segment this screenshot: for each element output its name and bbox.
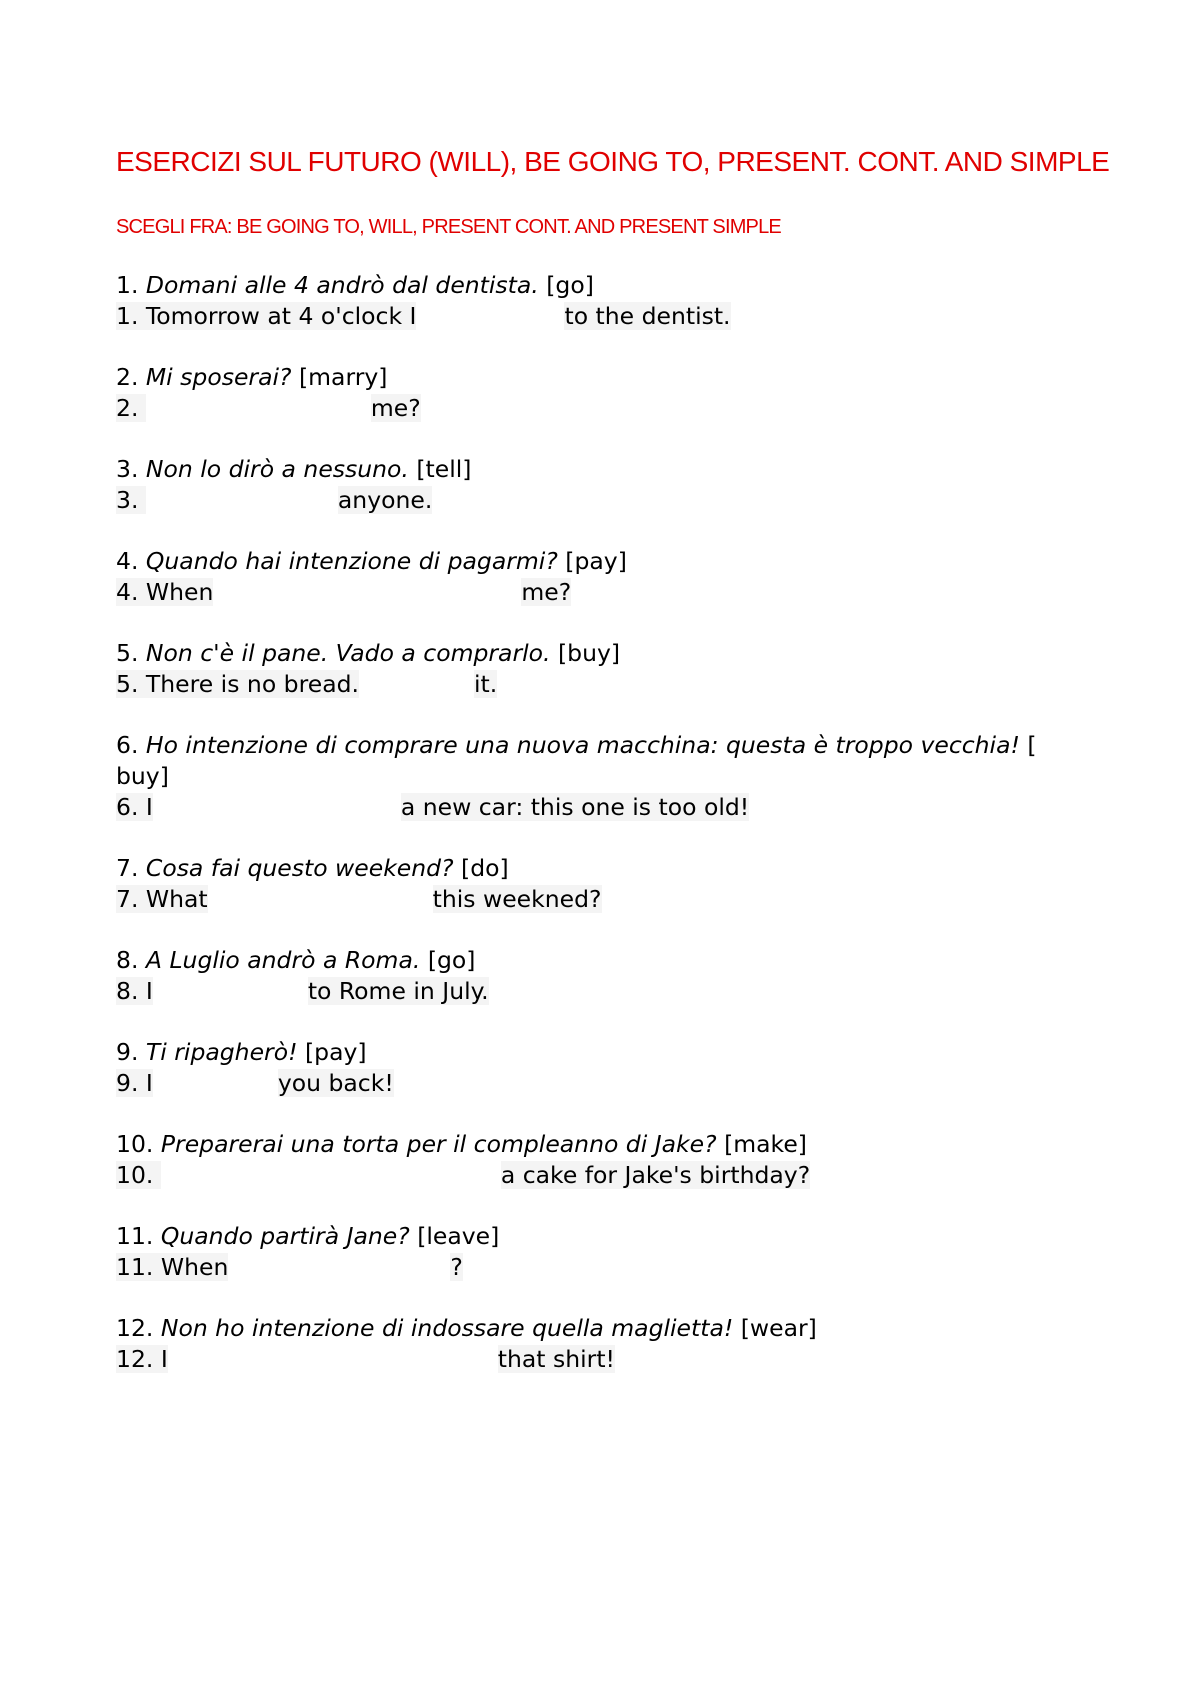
answer-text-after: you back! — [277, 1069, 394, 1097]
exercise-answer-line — [116, 976, 1076, 1007]
exercise-answer-line — [116, 577, 1076, 608]
exercise-number: 12. — [116, 1314, 154, 1342]
answer-number: 4. — [116, 578, 139, 606]
exercise-number: 11. — [116, 1222, 154, 1250]
answer-number: 10. — [116, 1161, 154, 1189]
answer-text-after: me? — [521, 578, 572, 606]
exercise-prompt-line — [116, 270, 1076, 301]
exercise-answer-line — [116, 792, 1076, 823]
exercise-prompt-line — [116, 362, 1076, 393]
exercise-item — [116, 362, 1076, 424]
exercise-prompt: Quando hai intenzione di pagarmi? — [145, 547, 558, 575]
answer-number: 12. — [116, 1345, 154, 1373]
answer-number: 5. — [116, 670, 139, 698]
answer-text-before: Tomorrow at 4 o'clock I — [145, 302, 417, 330]
exercise-number: 2. — [116, 363, 139, 391]
exercise-item — [116, 270, 1076, 332]
exercise-item — [116, 853, 1076, 915]
exercise-item — [116, 1221, 1076, 1283]
answer-blank[interactable] — [146, 487, 338, 514]
exercise-item — [116, 1037, 1076, 1099]
document-title: ESERCIZI SUL FUTURO (WILL), BE GOING TO, PRESENT. CONT. AND SIMPLE — [116, 146, 1110, 177]
answer-blank[interactable] — [161, 1162, 501, 1189]
answer-text-before: I — [145, 793, 153, 821]
answer-text-after: a new car: this one is too old! — [400, 793, 750, 821]
exercise-prompt-line — [116, 638, 1076, 669]
answer-blank[interactable] — [359, 671, 474, 698]
exercise-prompt: Cosa fai questo weekend? — [145, 854, 454, 882]
exercise-number: 5. — [116, 639, 139, 667]
exercise-answer-line — [116, 1252, 1076, 1283]
answer-blank[interactable] — [213, 579, 521, 606]
answer-blank[interactable] — [416, 303, 564, 330]
answer-blank[interactable] — [153, 978, 308, 1005]
exercise-answer-line — [116, 1160, 1076, 1191]
exercise-item — [116, 638, 1076, 700]
answer-number: 8. — [116, 977, 139, 1005]
exercise-answer-line — [116, 1068, 1076, 1099]
answer-text-before: I — [160, 1345, 168, 1373]
exercise-verb: [ buy] — [116, 731, 1037, 790]
exercise-prompt: Domani alle 4 andrò dal dentista. — [145, 271, 539, 299]
answer-text-before: When — [160, 1253, 229, 1281]
exercise-prompt: Non ho intenzione di indossare quella maglietta! — [160, 1314, 734, 1342]
exercise-prompt: Non c'è il pane. Vado a comprarlo. — [145, 639, 551, 667]
answer-text-before: What — [145, 885, 208, 913]
answer-number: 7. — [116, 885, 139, 913]
answer-text-before: I — [145, 977, 153, 1005]
document-subtitle: SCEGLI FRA: BE GOING TO, WILL, PRESENT CONT. AND PRESENT SIMPLE — [116, 216, 781, 238]
answer-text-after: me? — [370, 394, 421, 422]
exercise-prompt: Mi sposerai? — [145, 363, 292, 391]
answer-number: 11. — [116, 1253, 154, 1281]
exercise-number: 4. — [116, 547, 139, 575]
exercise-verb: [leave] — [417, 1222, 500, 1250]
exercise-item — [116, 730, 1076, 823]
answer-blank[interactable] — [146, 395, 371, 422]
exercise-verb: [wear] — [740, 1314, 817, 1342]
exercise-number: 8. — [116, 946, 139, 974]
answer-text-after: that shirt! — [497, 1345, 615, 1373]
exercise-prompt-line — [116, 1313, 1076, 1344]
answer-number: 1. — [116, 302, 139, 330]
exercise-answer-line — [116, 485, 1076, 516]
exercise-answer-line — [116, 884, 1076, 915]
answer-number: 2. — [116, 394, 139, 422]
exercise-item — [116, 1313, 1076, 1375]
exercise-item — [116, 1129, 1076, 1191]
answer-number: 6. — [116, 793, 139, 821]
exercise-prompt: Preparerai una torta per il compleanno di Jake? — [160, 1130, 717, 1158]
answer-text-before: There is no bread. — [145, 670, 359, 698]
exercise-verb: [go] — [427, 946, 476, 974]
exercise-verb: [marry] — [298, 363, 388, 391]
answer-text-after: ? — [450, 1253, 463, 1281]
exercise-answer-line — [116, 393, 1076, 424]
exercise-verb: [do] — [461, 854, 509, 882]
exercise-item — [116, 454, 1076, 516]
exercise-verb: [go] — [546, 271, 594, 299]
exercise-verb: [pay] — [565, 547, 627, 575]
answer-blank[interactable] — [208, 886, 433, 913]
exercise-prompt-line — [116, 546, 1076, 577]
exercise-prompt-line — [116, 1037, 1076, 1068]
exercise-prompt: Quando partirà Jane? — [160, 1222, 410, 1250]
exercise-verb: [buy] — [557, 639, 621, 667]
exercise-number: 9. — [116, 1038, 139, 1066]
exercise-verb: [make] — [724, 1130, 807, 1158]
answer-text-after: to the dentist. — [564, 302, 731, 330]
exercise-list — [116, 270, 1076, 1405]
answer-number: 3. — [116, 486, 139, 514]
exercise-item — [116, 945, 1076, 1007]
exercise-answer-line — [116, 301, 1076, 332]
answer-text-after: anyone. — [337, 486, 433, 514]
exercise-number: 7. — [116, 854, 139, 882]
exercise-answer-line — [116, 1344, 1076, 1375]
answer-blank[interactable] — [228, 1254, 450, 1281]
exercise-prompt-line — [116, 1221, 1076, 1252]
exercise-prompt-line — [116, 945, 1076, 976]
exercise-prompt-line — [116, 1129, 1076, 1160]
exercise-item — [116, 546, 1076, 608]
exercise-verb: [tell] — [416, 455, 472, 483]
exercise-number: 3. — [116, 455, 139, 483]
answer-blank[interactable] — [153, 794, 401, 821]
exercise-prompt: Ti ripagherò! — [145, 1038, 298, 1066]
answer-text-after: it. — [473, 670, 498, 698]
exercise-number: 6. — [116, 731, 139, 759]
exercise-number: 10. — [116, 1130, 154, 1158]
exercise-prompt: Ho intenzione di comprare una nuova macchina: questa è troppo vecchia! — [145, 731, 1020, 759]
answer-blank[interactable] — [168, 1346, 498, 1373]
exercise-prompt: Non lo dirò a nessuno. — [145, 455, 409, 483]
exercise-number: 1. — [116, 271, 139, 299]
answer-text-after: this weekned? — [432, 885, 602, 913]
exercise-prompt: A Luglio andrò a Roma. — [145, 946, 421, 974]
answer-number: 9. — [116, 1069, 139, 1097]
exercise-prompt-line — [116, 730, 1076, 792]
answer-text-before: I — [145, 1069, 153, 1097]
exercise-verb: [pay] — [304, 1038, 367, 1066]
answer-text-after: to Rome in July. — [307, 977, 489, 1005]
exercise-prompt-line — [116, 454, 1076, 485]
answer-text-before: When — [145, 578, 214, 606]
exercise-answer-line — [116, 669, 1076, 700]
answer-text-after: a cake for Jake's birthday? — [500, 1161, 811, 1189]
exercise-prompt-line — [116, 853, 1076, 884]
answer-blank[interactable] — [153, 1070, 278, 1097]
